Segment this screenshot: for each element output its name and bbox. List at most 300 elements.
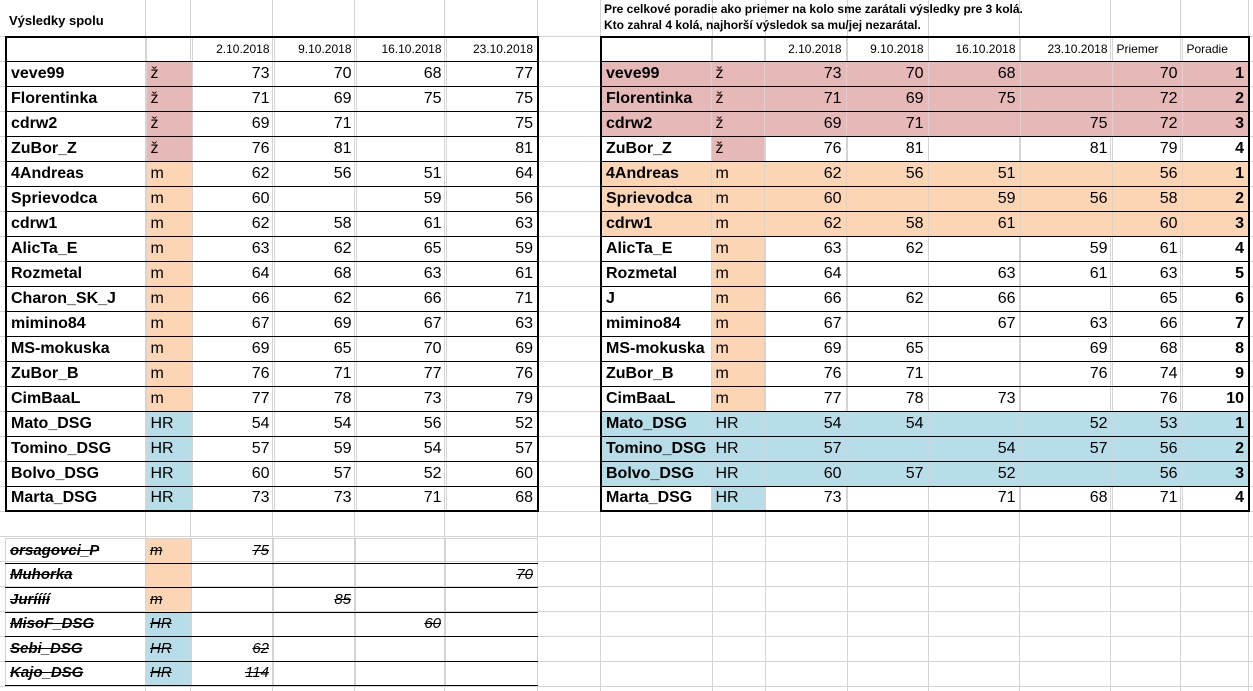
score-cell[interactable] (1020, 461, 1112, 486)
score-cell[interactable]: 57 (192, 436, 274, 461)
score-cell[interactable]: 56 (446, 186, 538, 211)
average-cell[interactable]: 56 (1112, 461, 1182, 486)
score-cell[interactable]: 63 (928, 261, 1020, 286)
score-cell[interactable]: 75 (446, 86, 538, 111)
player-name-cell[interactable]: MisoF_DSG (6, 612, 146, 637)
player-name-cell[interactable]: Marta_DSG (601, 486, 711, 511)
category-cell[interactable]: m (711, 161, 764, 186)
score-cell[interactable]: 70 (846, 61, 928, 86)
player-name-cell[interactable]: Sprievodca (601, 186, 711, 211)
score-cell[interactable]: 76 (764, 136, 846, 161)
score-cell[interactable] (1020, 386, 1112, 411)
category-cell[interactable]: HR (146, 486, 192, 511)
rank-cell[interactable]: 8 (1182, 336, 1249, 361)
player-name-cell[interactable]: ZuBor_Z (601, 136, 711, 161)
rank-cell[interactable]: 3 (1182, 461, 1249, 486)
score-cell[interactable] (846, 436, 928, 461)
category-cell[interactable]: m (711, 211, 764, 236)
score-cell[interactable] (928, 236, 1020, 261)
score-cell[interactable]: 66 (764, 286, 846, 311)
average-cell[interactable]: 76 (1112, 386, 1182, 411)
score-cell[interactable]: 77 (446, 61, 538, 86)
score-cell[interactable]: 73 (764, 486, 846, 511)
category-cell[interactable]: ž (711, 86, 764, 111)
player-name-cell[interactable]: cdrw1 (601, 211, 711, 236)
player-name-cell[interactable]: CimBaaL (601, 386, 711, 411)
average-cell[interactable]: 71 (1112, 486, 1182, 511)
score-cell[interactable]: 71 (846, 361, 928, 386)
score-cell[interactable] (274, 563, 356, 588)
score-cell[interactable]: 60 (192, 461, 274, 486)
category-cell[interactable]: ž (711, 61, 764, 86)
score-cell[interactable]: 60 (764, 186, 846, 211)
score-cell[interactable]: 60 (446, 461, 538, 486)
score-cell[interactable] (356, 637, 446, 662)
average-cell[interactable]: 63 (1112, 261, 1182, 286)
score-cell[interactable] (192, 612, 274, 637)
category-cell[interactable]: m (146, 588, 192, 613)
category-cell[interactable]: ž (711, 111, 764, 136)
player-name-cell[interactable]: AlicTa_E (6, 236, 146, 261)
score-cell[interactable]: 75 (446, 111, 538, 136)
score-cell[interactable] (846, 186, 928, 211)
score-cell[interactable]: 54 (764, 411, 846, 436)
category-cell[interactable]: m (711, 186, 764, 211)
player-name-cell[interactable]: mimino84 (6, 311, 146, 336)
column-header[interactable]: 16.10.2018 (356, 37, 446, 61)
score-cell[interactable] (356, 111, 446, 136)
score-cell[interactable]: 64 (192, 261, 274, 286)
player-name-cell[interactable]: ZuBor_Z (6, 136, 146, 161)
score-cell[interactable]: 76 (764, 361, 846, 386)
player-name-cell[interactable]: mimino84 (601, 311, 711, 336)
score-cell[interactable]: 71 (274, 111, 356, 136)
score-cell[interactable]: 73 (764, 61, 846, 86)
category-cell[interactable]: ž (146, 136, 192, 161)
score-cell[interactable] (356, 563, 446, 588)
score-cell[interactable]: 60 (764, 461, 846, 486)
rank-cell[interactable]: 4 (1182, 486, 1249, 511)
score-cell[interactable]: 68 (1020, 486, 1112, 511)
score-cell[interactable]: 68 (446, 486, 538, 511)
average-cell[interactable]: 66 (1112, 311, 1182, 336)
category-cell[interactable]: m (711, 336, 764, 361)
score-cell[interactable]: 65 (274, 336, 356, 361)
category-cell[interactable]: ž (146, 86, 192, 111)
score-cell[interactable]: 75 (356, 86, 446, 111)
player-name-cell[interactable]: AlicTa_E (601, 236, 711, 261)
score-cell[interactable]: 114 (192, 661, 274, 686)
score-cell[interactable]: 76 (192, 361, 274, 386)
score-cell[interactable]: 67 (192, 311, 274, 336)
rank-cell[interactable]: 5 (1182, 261, 1249, 286)
score-cell[interactable]: 79 (446, 386, 538, 411)
score-cell[interactable]: 76 (446, 361, 538, 386)
score-cell[interactable]: 77 (192, 386, 274, 411)
score-cell[interactable] (846, 311, 928, 336)
score-cell[interactable]: 75 (928, 86, 1020, 111)
score-cell[interactable]: 69 (1020, 336, 1112, 361)
score-cell[interactable] (1020, 211, 1112, 236)
rank-cell[interactable]: 1 (1182, 411, 1249, 436)
score-cell[interactable]: 69 (192, 111, 274, 136)
score-cell[interactable]: 62 (846, 286, 928, 311)
category-cell[interactable]: m (711, 236, 764, 261)
player-name-cell[interactable]: Bolvo_DSG (6, 461, 146, 486)
score-cell[interactable]: 76 (192, 136, 274, 161)
score-cell[interactable]: 75 (192, 539, 274, 564)
rank-cell[interactable]: 2 (1182, 186, 1249, 211)
score-cell[interactable]: 56 (274, 161, 356, 186)
category-cell[interactable]: m (711, 286, 764, 311)
category-cell[interactable]: ž (711, 136, 764, 161)
column-header[interactable] (601, 37, 711, 61)
score-cell[interactable]: 56 (1020, 186, 1112, 211)
score-cell[interactable] (356, 588, 446, 613)
score-cell[interactable]: 63 (764, 236, 846, 261)
score-cell[interactable]: 52 (446, 411, 538, 436)
score-cell[interactable]: 68 (356, 61, 446, 86)
score-cell[interactable]: 60 (192, 186, 274, 211)
score-cell[interactable] (846, 261, 928, 286)
average-cell[interactable]: 53 (1112, 411, 1182, 436)
score-cell[interactable]: 62 (274, 236, 356, 261)
player-name-cell[interactable]: Marta_DSG (6, 486, 146, 511)
score-cell[interactable] (846, 486, 928, 511)
score-cell[interactable]: 78 (274, 386, 356, 411)
score-cell[interactable]: 62 (764, 211, 846, 236)
player-name-cell[interactable]: Florentinka (6, 86, 146, 111)
category-cell[interactable]: m (711, 311, 764, 336)
category-cell[interactable]: HR (146, 411, 192, 436)
category-cell[interactable]: HR (146, 436, 192, 461)
player-name-cell[interactable]: Charon_SK_J (6, 286, 146, 311)
score-cell[interactable] (446, 661, 538, 686)
player-name-cell[interactable]: Florentinka (601, 86, 711, 111)
rank-cell[interactable]: 6 (1182, 286, 1249, 311)
score-cell[interactable]: 68 (274, 261, 356, 286)
average-cell[interactable]: 60 (1112, 211, 1182, 236)
score-cell[interactable]: 51 (356, 161, 446, 186)
rank-cell[interactable]: 9 (1182, 361, 1249, 386)
column-header[interactable]: 9.10.2018 (846, 37, 928, 61)
score-cell[interactable]: 54 (928, 436, 1020, 461)
category-cell[interactable]: ž (146, 111, 192, 136)
rank-cell[interactable]: 4 (1182, 136, 1249, 161)
score-cell[interactable]: 67 (928, 311, 1020, 336)
rank-cell[interactable]: 3 (1182, 211, 1249, 236)
score-cell[interactable]: 69 (846, 86, 928, 111)
category-cell[interactable]: m (711, 361, 764, 386)
score-cell[interactable]: 52 (1020, 411, 1112, 436)
column-header[interactable]: 2.10.2018 (764, 37, 846, 61)
column-header[interactable]: 23.10.2018 (446, 37, 538, 61)
score-cell[interactable]: 68 (928, 61, 1020, 86)
rank-cell[interactable]: 10 (1182, 386, 1249, 411)
score-cell[interactable]: 66 (356, 286, 446, 311)
score-cell[interactable]: 61 (928, 211, 1020, 236)
average-cell[interactable]: 61 (1112, 236, 1182, 261)
category-cell[interactable]: HR (146, 661, 192, 686)
score-cell[interactable] (356, 539, 446, 564)
score-cell[interactable] (928, 411, 1020, 436)
player-name-cell[interactable]: Tomino_DSG (6, 436, 146, 461)
player-name-cell[interactable]: Sprievodca (6, 186, 146, 211)
category-cell[interactable] (146, 563, 192, 588)
average-cell[interactable]: 74 (1112, 361, 1182, 386)
score-cell[interactable]: 71 (928, 486, 1020, 511)
score-cell[interactable]: 63 (356, 261, 446, 286)
player-name-cell[interactable]: Mato_DSG (601, 411, 711, 436)
score-cell[interactable]: 61 (1020, 261, 1112, 286)
score-cell[interactable]: 62 (846, 236, 928, 261)
score-cell[interactable]: 76 (1020, 361, 1112, 386)
rank-cell[interactable]: 2 (1182, 86, 1249, 111)
score-cell[interactable] (928, 136, 1020, 161)
category-cell[interactable]: HR (146, 461, 192, 486)
score-cell[interactable] (274, 612, 356, 637)
category-cell[interactable]: ž (146, 61, 192, 86)
player-name-cell[interactable]: veve99 (6, 61, 146, 86)
score-cell[interactable]: 85 (274, 588, 356, 613)
score-cell[interactable]: 81 (1020, 136, 1112, 161)
player-name-cell[interactable]: cdrw1 (6, 211, 146, 236)
score-cell[interactable]: 56 (846, 161, 928, 186)
score-cell[interactable] (274, 539, 356, 564)
score-cell[interactable] (446, 637, 538, 662)
category-cell[interactable]: m (146, 161, 192, 186)
score-cell[interactable]: 52 (356, 461, 446, 486)
score-cell[interactable]: 61 (446, 261, 538, 286)
score-cell[interactable]: 70 (356, 336, 446, 361)
score-cell[interactable]: 75 (1020, 111, 1112, 136)
average-cell[interactable]: 72 (1112, 86, 1182, 111)
average-cell[interactable]: 68 (1112, 336, 1182, 361)
score-cell[interactable]: 64 (446, 161, 538, 186)
score-cell[interactable]: 73 (356, 386, 446, 411)
score-cell[interactable]: 62 (192, 637, 274, 662)
score-cell[interactable] (356, 661, 446, 686)
average-cell[interactable]: 56 (1112, 161, 1182, 186)
category-cell[interactable]: HR (711, 411, 764, 436)
score-cell[interactable]: 59 (356, 186, 446, 211)
score-cell[interactable]: 71 (446, 286, 538, 311)
score-cell[interactable]: 70 (446, 563, 538, 588)
column-header[interactable]: 16.10.2018 (928, 37, 1020, 61)
player-name-cell[interactable]: Muhorka (6, 563, 146, 588)
column-header[interactable]: 9.10.2018 (274, 37, 356, 61)
category-cell[interactable]: m (146, 539, 192, 564)
rank-cell[interactable]: 1 (1182, 161, 1249, 186)
score-cell[interactable] (446, 612, 538, 637)
category-cell[interactable]: HR (146, 637, 192, 662)
score-cell[interactable]: 61 (356, 211, 446, 236)
average-cell[interactable]: 72 (1112, 111, 1182, 136)
score-cell[interactable]: 57 (274, 461, 356, 486)
score-cell[interactable]: 57 (446, 436, 538, 461)
score-cell[interactable]: 73 (274, 486, 356, 511)
category-cell[interactable]: m (711, 261, 764, 286)
score-cell[interactable] (1020, 61, 1112, 86)
player-name-cell[interactable]: 4Andreas (6, 161, 146, 186)
score-cell[interactable]: 63 (446, 311, 538, 336)
player-name-cell[interactable]: Kajo_DSG (6, 661, 146, 686)
category-cell[interactable]: m (146, 261, 192, 286)
category-cell[interactable]: HR (711, 436, 764, 461)
player-name-cell[interactable]: veve99 (601, 61, 711, 86)
score-cell[interactable]: 52 (928, 461, 1020, 486)
score-cell[interactable]: 58 (274, 211, 356, 236)
score-cell[interactable]: 65 (356, 236, 446, 261)
player-name-cell[interactable]: orsagovci_P (6, 539, 146, 564)
rank-cell[interactable]: 7 (1182, 311, 1249, 336)
score-cell[interactable]: 64 (764, 261, 846, 286)
category-cell[interactable]: HR (711, 486, 764, 511)
score-cell[interactable]: 58 (846, 211, 928, 236)
score-cell[interactable] (274, 186, 356, 211)
score-cell[interactable]: 63 (1020, 311, 1112, 336)
category-cell[interactable]: m (146, 336, 192, 361)
score-cell[interactable]: 69 (274, 311, 356, 336)
score-cell[interactable]: 54 (846, 411, 928, 436)
score-cell[interactable]: 69 (764, 111, 846, 136)
score-cell[interactable] (446, 539, 538, 564)
score-cell[interactable]: 59 (1020, 236, 1112, 261)
rank-cell[interactable]: 4 (1182, 236, 1249, 261)
score-cell[interactable]: 57 (846, 461, 928, 486)
score-cell[interactable]: 81 (846, 136, 928, 161)
score-cell[interactable]: 70 (274, 61, 356, 86)
score-cell[interactable]: 73 (928, 386, 1020, 411)
score-cell[interactable]: 51 (928, 161, 1020, 186)
score-cell[interactable]: 62 (274, 286, 356, 311)
score-cell[interactable]: 65 (846, 336, 928, 361)
player-name-cell[interactable]: Juríííí (6, 588, 146, 613)
player-name-cell[interactable]: ZuBor_B (6, 361, 146, 386)
column-header[interactable]: Priemer (1112, 37, 1182, 61)
score-cell[interactable]: 71 (846, 111, 928, 136)
column-header[interactable]: Poradie (1182, 37, 1249, 61)
column-header[interactable]: 23.10.2018 (1020, 37, 1112, 61)
score-cell[interactable]: 69 (446, 336, 538, 361)
rank-cell[interactable]: 1 (1182, 61, 1249, 86)
player-name-cell[interactable]: MS-mokuska (6, 336, 146, 361)
category-cell[interactable]: m (146, 311, 192, 336)
category-cell[interactable]: m (146, 386, 192, 411)
player-name-cell[interactable]: Mato_DSG (6, 411, 146, 436)
average-cell[interactable]: 56 (1112, 436, 1182, 461)
score-cell[interactable] (1020, 86, 1112, 111)
score-cell[interactable]: 71 (764, 86, 846, 111)
score-cell[interactable]: 77 (764, 386, 846, 411)
category-cell[interactable]: m (146, 186, 192, 211)
score-cell[interactable]: 71 (356, 486, 446, 511)
category-cell[interactable]: m (146, 286, 192, 311)
player-name-cell[interactable]: ZuBor_B (601, 361, 711, 386)
rank-cell[interactable]: 3 (1182, 111, 1249, 136)
score-cell[interactable]: 81 (274, 136, 356, 161)
score-cell[interactable]: 54 (356, 436, 446, 461)
category-cell[interactable]: m (146, 236, 192, 261)
score-cell[interactable]: 66 (192, 286, 274, 311)
player-name-cell[interactable]: MS-mokuska (601, 336, 711, 361)
column-header[interactable] (711, 37, 764, 61)
score-cell[interactable]: 81 (446, 136, 538, 161)
score-cell[interactable]: 71 (274, 361, 356, 386)
average-cell[interactable]: 65 (1112, 286, 1182, 311)
rank-cell[interactable]: 2 (1182, 436, 1249, 461)
player-name-cell[interactable]: Bolvo_DSG (601, 461, 711, 486)
score-cell[interactable]: 62 (192, 211, 274, 236)
player-name-cell[interactable]: CimBaaL (6, 386, 146, 411)
player-name-cell[interactable]: Tomino_DSG (601, 436, 711, 461)
score-cell[interactable] (928, 111, 1020, 136)
category-cell[interactable]: HR (146, 612, 192, 637)
player-name-cell[interactable]: Rozmetal (6, 261, 146, 286)
column-header[interactable] (6, 37, 146, 61)
score-cell[interactable]: 63 (446, 211, 538, 236)
score-cell[interactable]: 59 (928, 186, 1020, 211)
player-name-cell[interactable]: cdrw2 (601, 111, 711, 136)
score-cell[interactable]: 69 (192, 336, 274, 361)
category-cell[interactable]: m (711, 386, 764, 411)
score-cell[interactable]: 67 (356, 311, 446, 336)
score-cell[interactable]: 77 (356, 361, 446, 386)
score-cell[interactable]: 60 (356, 612, 446, 637)
score-cell[interactable]: 69 (764, 336, 846, 361)
column-header[interactable]: 2.10.2018 (192, 37, 274, 61)
score-cell[interactable]: 57 (1020, 436, 1112, 461)
score-cell[interactable]: 59 (274, 436, 356, 461)
score-cell[interactable]: 62 (764, 161, 846, 186)
score-cell[interactable]: 73 (192, 486, 274, 511)
player-name-cell[interactable]: Sebi_DSG (6, 637, 146, 662)
score-cell[interactable]: 56 (356, 411, 446, 436)
score-cell[interactable]: 57 (764, 436, 846, 461)
score-cell[interactable]: 63 (192, 236, 274, 261)
player-name-cell[interactable]: cdrw2 (6, 111, 146, 136)
score-cell[interactable] (446, 588, 538, 613)
player-name-cell[interactable]: J (601, 286, 711, 311)
score-cell[interactable] (274, 637, 356, 662)
average-cell[interactable]: 70 (1112, 61, 1182, 86)
score-cell[interactable] (192, 563, 274, 588)
score-cell[interactable]: 78 (846, 386, 928, 411)
score-cell[interactable]: 54 (192, 411, 274, 436)
player-name-cell[interactable]: 4Andreas (601, 161, 711, 186)
score-cell[interactable]: 54 (274, 411, 356, 436)
average-cell[interactable]: 79 (1112, 136, 1182, 161)
category-cell[interactable]: m (146, 211, 192, 236)
score-cell[interactable]: 67 (764, 311, 846, 336)
score-cell[interactable]: 73 (192, 61, 274, 86)
category-cell[interactable]: m (146, 361, 192, 386)
score-cell[interactable] (928, 361, 1020, 386)
player-name-cell[interactable]: Rozmetal (601, 261, 711, 286)
score-cell[interactable] (274, 661, 356, 686)
score-cell[interactable] (1020, 286, 1112, 311)
score-cell[interactable] (928, 336, 1020, 361)
score-cell[interactable]: 59 (446, 236, 538, 261)
score-cell[interactable]: 62 (192, 161, 274, 186)
score-cell[interactable] (356, 136, 446, 161)
score-cell[interactable]: 66 (928, 286, 1020, 311)
category-cell[interactable]: HR (711, 461, 764, 486)
score-cell[interactable]: 69 (274, 86, 356, 111)
score-cell[interactable] (192, 588, 274, 613)
score-cell[interactable] (1020, 161, 1112, 186)
score-cell[interactable]: 71 (192, 86, 274, 111)
